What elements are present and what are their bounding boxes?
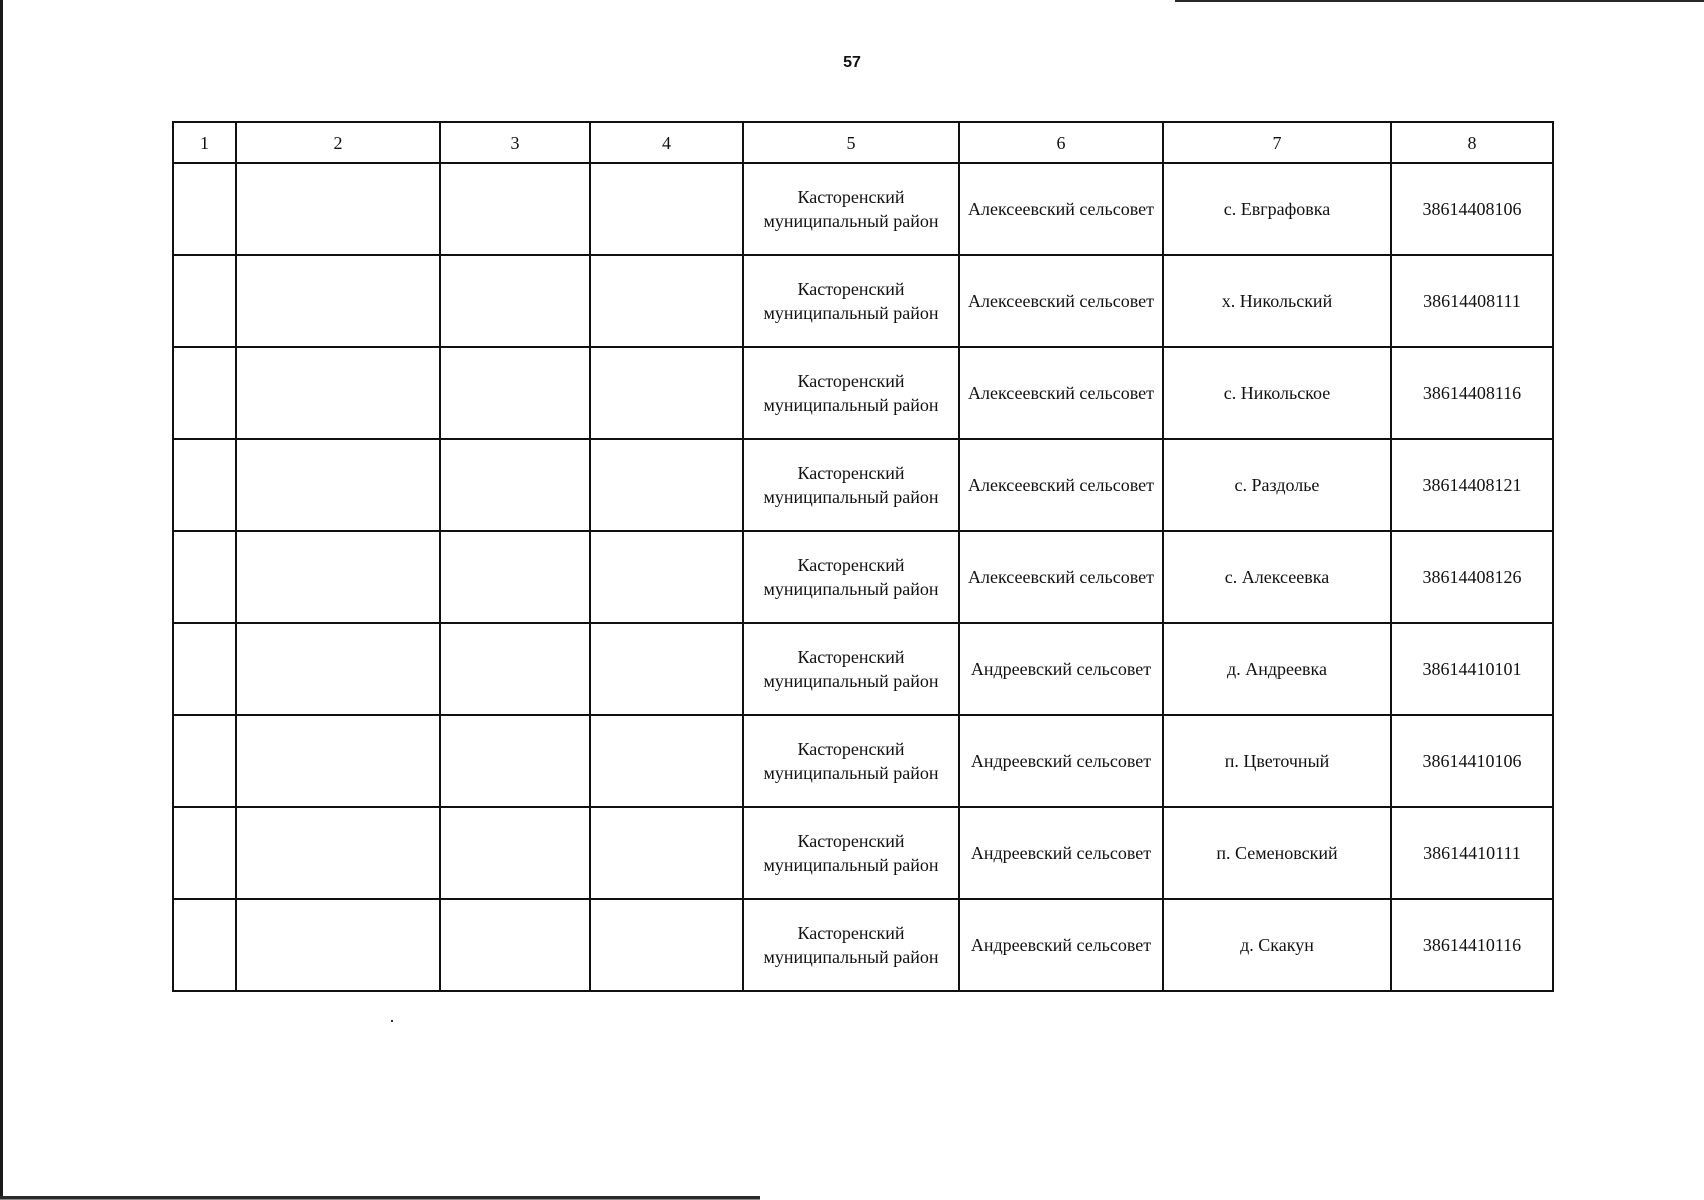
header-col-1: 1	[173, 122, 236, 163]
cell-settlement: п. Семеновский	[1163, 807, 1391, 899]
table-row	[173, 347, 1553, 439]
cell-code: 38614408106	[1391, 163, 1553, 255]
cell-col-2	[236, 163, 440, 255]
cell-col-4	[590, 347, 743, 439]
cell-col-3	[440, 163, 590, 255]
cell-code: 38614410111	[1391, 807, 1553, 899]
cell-col-2	[236, 899, 440, 991]
district-name: Касторенский	[797, 279, 905, 299]
header-col-8: 8	[1391, 122, 1553, 163]
table-row	[173, 255, 1553, 347]
cell-district	[743, 347, 959, 439]
cell-col-4	[590, 715, 743, 807]
cell-council: Андреевский сельсовет	[959, 807, 1163, 899]
cell-col-1	[173, 715, 236, 807]
district-name: Касторенский	[797, 555, 905, 575]
header-col-2: 2	[236, 122, 440, 163]
cell-col-3	[440, 623, 590, 715]
cell-col-4	[590, 531, 743, 623]
district-type: муниципальный район	[763, 671, 939, 691]
cell-council: Андреевский сельсовет	[959, 623, 1163, 715]
cell-council: Алексеевский сельсовет	[959, 439, 1163, 531]
cell-district	[743, 163, 959, 255]
cell-col-1	[173, 623, 236, 715]
cell-col-1	[173, 807, 236, 899]
header-col-4: 4	[590, 122, 743, 163]
cell-col-2	[236, 439, 440, 531]
district-name: Касторенский	[797, 831, 905, 851]
cell-district	[743, 807, 959, 899]
cell-col-4	[590, 439, 743, 531]
cell-district	[743, 623, 959, 715]
cell-col-1	[173, 255, 236, 347]
header-col-5: 5	[743, 122, 959, 163]
cell-district	[743, 899, 959, 991]
cell-col-2	[236, 623, 440, 715]
cell-col-4	[590, 163, 743, 255]
table-header-row	[173, 122, 1553, 163]
cell-col-3	[440, 807, 590, 899]
table-row	[173, 623, 1553, 715]
cell-col-1	[173, 163, 236, 255]
header-col-7: 7	[1163, 122, 1391, 163]
cell-settlement: с. Евграфовка	[1163, 163, 1391, 255]
cell-col-1	[173, 899, 236, 991]
cell-council: Алексеевский сельсовет	[959, 255, 1163, 347]
table-row	[173, 531, 1553, 623]
cell-col-2	[236, 347, 440, 439]
cell-col-2	[236, 531, 440, 623]
district-type: муниципальный район	[763, 947, 939, 967]
cell-settlement: х. Никольский	[1163, 255, 1391, 347]
cell-code: 38614410106	[1391, 715, 1553, 807]
district-name: Касторенский	[797, 647, 905, 667]
table-row	[173, 715, 1553, 807]
cell-council: Андреевский сельсовет	[959, 899, 1163, 991]
district-name: Касторенский	[797, 739, 905, 759]
cell-district	[743, 255, 959, 347]
district-name: Касторенский	[797, 463, 905, 483]
cell-settlement: д. Андреевка	[1163, 623, 1391, 715]
cell-district	[743, 715, 959, 807]
cell-col-1	[173, 439, 236, 531]
district-type: муниципальный район	[763, 763, 939, 783]
settlements-table	[172, 121, 1554, 992]
cell-code: 38614410116	[1391, 899, 1553, 991]
cell-col-1	[173, 531, 236, 623]
cell-district	[743, 439, 959, 531]
cell-col-3	[440, 899, 590, 991]
cell-settlement: п. Цветочный	[1163, 715, 1391, 807]
cell-col-2	[236, 715, 440, 807]
cell-district	[743, 531, 959, 623]
cell-col-3	[440, 531, 590, 623]
header-col-6: 6	[959, 122, 1163, 163]
cell-council: Алексеевский сельсовет	[959, 347, 1163, 439]
cell-code: 38614408121	[1391, 439, 1553, 531]
district-type: муниципальный район	[763, 211, 939, 231]
cell-council: Алексеевский сельсовет	[959, 163, 1163, 255]
cell-settlement: с. Никольское	[1163, 347, 1391, 439]
cell-col-4	[590, 807, 743, 899]
header-col-3: 3	[440, 122, 590, 163]
scan-speck	[391, 1020, 393, 1022]
cell-col-4	[590, 899, 743, 991]
table-row	[173, 439, 1553, 531]
cell-settlement: д. Скакун	[1163, 899, 1391, 991]
cell-code: 38614410101	[1391, 623, 1553, 715]
table-row	[173, 807, 1553, 899]
district-name: Касторенский	[797, 371, 905, 391]
cell-col-3	[440, 715, 590, 807]
cell-col-2	[236, 807, 440, 899]
cell-code: 38614408116	[1391, 347, 1553, 439]
table-row	[173, 899, 1553, 991]
district-type: муниципальный район	[763, 487, 939, 507]
cell-col-1	[173, 347, 236, 439]
cell-col-2	[236, 255, 440, 347]
scan-edge-left	[0, 0, 3, 1200]
district-type: муниципальный район	[763, 303, 939, 323]
cell-col-3	[440, 347, 590, 439]
table-row	[173, 163, 1553, 255]
scan-edge-top	[1175, 0, 1704, 2]
cell-code: 38614408126	[1391, 531, 1553, 623]
district-name: Касторенский	[797, 923, 905, 943]
page-number: 57	[843, 54, 861, 71]
cell-col-3	[440, 255, 590, 347]
cell-code: 38614408111	[1391, 255, 1553, 347]
cell-col-4	[590, 255, 743, 347]
district-name: Касторенский	[797, 187, 905, 207]
cell-col-4	[590, 623, 743, 715]
district-type: муниципальный район	[763, 395, 939, 415]
cell-council: Андреевский сельсовет	[959, 715, 1163, 807]
district-type: муниципальный район	[763, 579, 939, 599]
cell-col-3	[440, 439, 590, 531]
district-type: муниципальный район	[763, 855, 939, 875]
cell-settlement: с. Раздолье	[1163, 439, 1391, 531]
cell-council: Алексеевский сельсовет	[959, 531, 1163, 623]
cell-settlement: с. Алексеевка	[1163, 531, 1391, 623]
